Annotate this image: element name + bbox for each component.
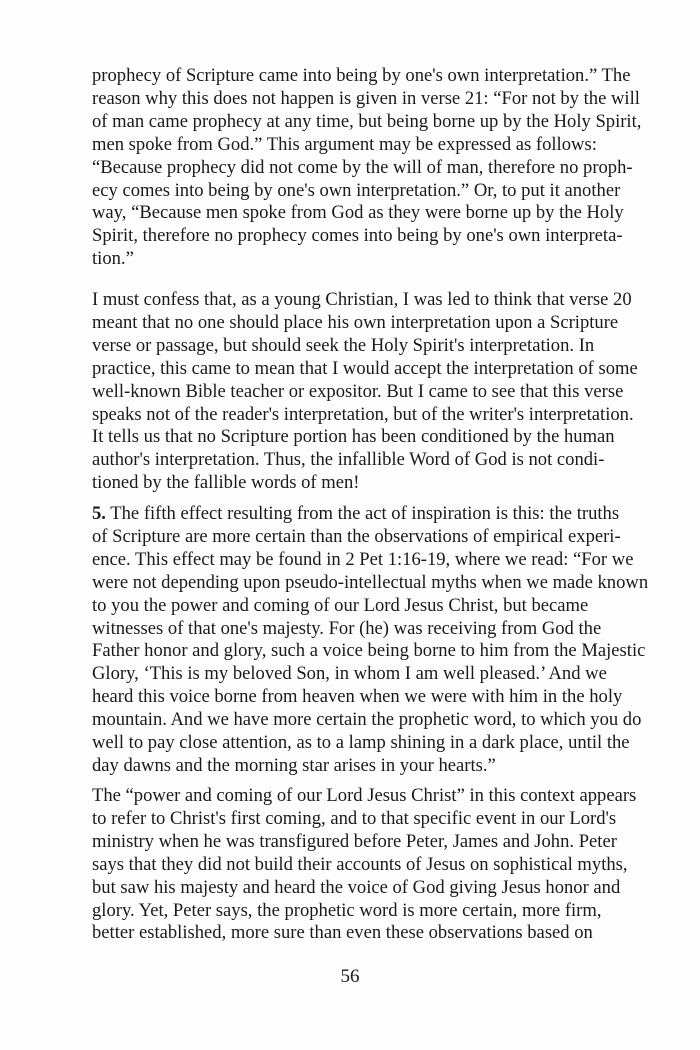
- text-line: mountain. And we have more certain the prophetic word, to which you do: [92, 709, 642, 731]
- text-line: I must confess that, as a young Christian, I was led to think that verse 20: [92, 289, 632, 310]
- text-line: ministry when he was transfigured before Peter, James and John. Peter: [92, 830, 617, 852]
- text-line: The “power and coming of our Lord Jesus Christ” in this context appears: [92, 785, 637, 806]
- text-line: but saw his majesty and heard the voice of God giving Jesus honor and: [92, 876, 621, 898]
- text-line: [92, 503, 652, 526]
- text-line: tion.”: [92, 248, 134, 270]
- text-line: to you the power and coming of our Lord Jesus Christ, but became: [92, 594, 589, 616]
- page-number: 56: [340, 966, 360, 987]
- text-line: well-known Bible teacher or expositor. But I came to see that this verse: [92, 380, 624, 402]
- text-line: to refer to Christ's first coming, and to that specific event in our Lord's: [92, 807, 617, 829]
- text-line: verse or passage, but should seek the Holy Spirit's interpretation. In: [92, 334, 595, 356]
- text-line: practice, this came to mean that I would accept the interpretation of some: [92, 357, 638, 379]
- text-line: meant that no one should place his own interpretation upon a Scripture: [92, 311, 619, 333]
- text-line: better established, more sure than even these observations based on: [92, 922, 593, 944]
- text-line: Spirit, therefore no prophecy comes into being by one's own interpreta-: [92, 225, 623, 247]
- paragraph-3: [92, 503, 652, 778]
- text-line: ence. This effect may be found in 2 Pet 1:16-19, where we read: “For we: [92, 548, 634, 570]
- text-line: prophecy of Scripture came into being by one's own interpretation.” The: [92, 65, 631, 86]
- text-line: glory. Yet, Peter says, the prophetic word is more certain, more firm,: [92, 899, 602, 921]
- text-line: author's interpretation. Thus, the infallible Word of God is not condi-: [92, 449, 605, 471]
- text-line-rest: The fifth effect resulting from the act of inspiration is this: the truths: [105, 503, 620, 524]
- text-line: reason why this does not happen is given in verse 21: “For not by the will: [92, 87, 640, 109]
- text-line: Father honor and glory, such a voice being borne to him from the Majestic: [92, 640, 646, 662]
- text-line: speaks not of the reader's interpretation, but of the writer's interpretation.: [92, 403, 634, 425]
- text-line: men spoke from God.” This argument may be expressed as follows:: [92, 133, 597, 155]
- text-line: witnesses of that one's majesty. For (he) was receiving from God the: [92, 617, 602, 639]
- text-line: “Because prophecy did not come by the will of man, therefore no proph-: [92, 156, 633, 178]
- text-line: day dawns and the morning star arises in your hearts.”: [92, 754, 496, 776]
- text-line: well to pay close attention, as to a lamp shining in a dark place, until the: [92, 732, 630, 754]
- text-line: ecy comes into being by one's own interpretation.” Or, to put it another: [92, 179, 621, 201]
- text-line: says that they did not build their accounts of Jesus on sophistical myths,: [92, 853, 628, 875]
- paragraph-4: [92, 785, 652, 945]
- paragraph-2: [92, 289, 652, 495]
- text-line: of man came prophecy at any time, but being borne up by the Holy Spirit,: [92, 110, 642, 132]
- text-line: way, “Because men spoke from God as they were borne up by the Holy: [92, 202, 624, 224]
- text-line: were not depending upon pseudo-intellectual myths when we made known: [92, 571, 649, 593]
- paragraph-1: [92, 65, 652, 271]
- text-line: tioned by the fallible words of men!: [92, 472, 360, 494]
- text-line: It tells us that no Scripture portion has been conditioned by the human: [92, 426, 615, 448]
- text-line: of Scripture are more certain than the observations of empirical experi-: [92, 525, 621, 547]
- text-line: heard this voice borne from heaven when we were with him in the holy: [92, 686, 623, 708]
- item-number: 5.: [92, 503, 106, 524]
- text-line: Glory, ‘This is my beloved Son, in whom I am well pleased.’ And we: [92, 663, 607, 685]
